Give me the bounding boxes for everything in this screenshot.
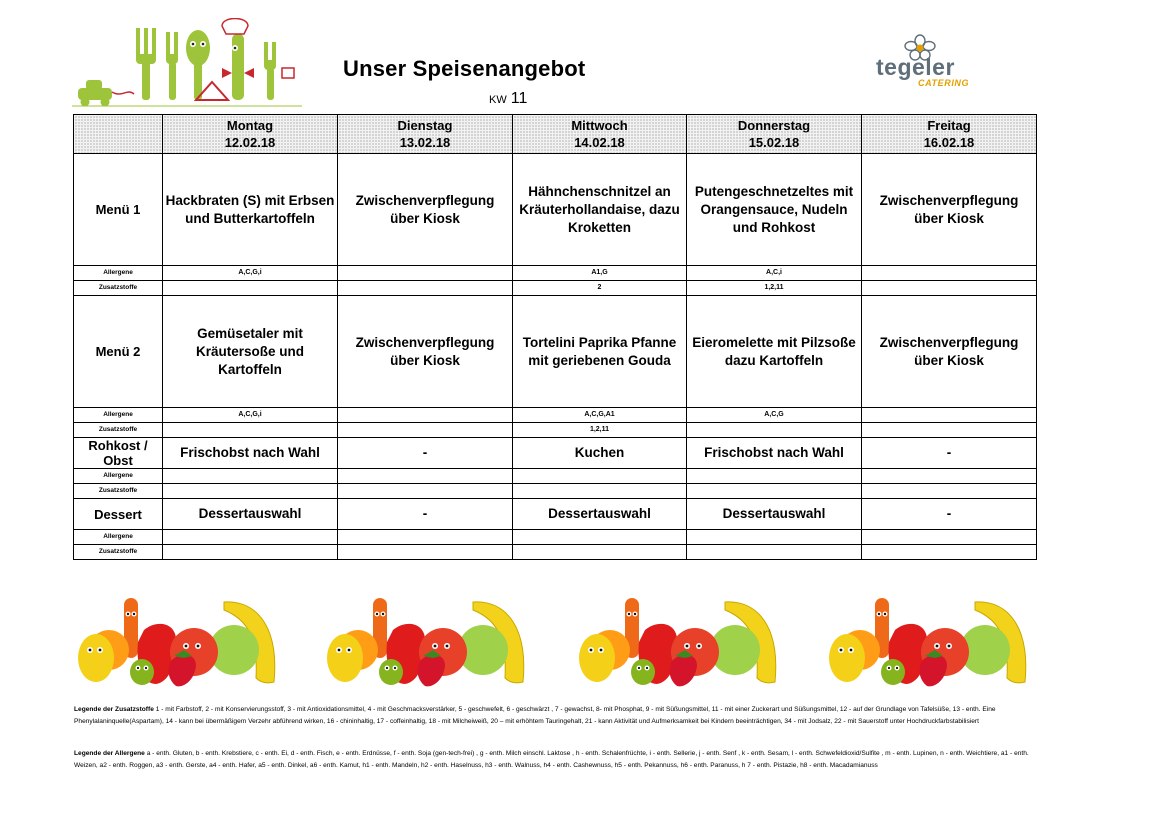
- allergene-cell: A,C,G,i: [163, 408, 338, 423]
- zusatzstoffe-cell: 1,2,11: [687, 281, 862, 296]
- allergene-cell: [338, 408, 513, 423]
- dish-cell: Putengeschnetzeltes mit Orangensauce, Nudeln und Rohkost: [687, 154, 862, 266]
- grape-icon: [130, 659, 154, 685]
- legend-allergen-text: a - enth. Gluten, b - enth. Krebstiere, c - enth. Ei, d - enth. Fisch, e - enth. Erdnüsse, f - enth. Soja (gen-tech-frei) , g - enth. Milch einschl. Laktose , h - enth. Schalenfrüchte, i - enth. Sellerie, j - enth. Senf , k - enth. Sesam, l - enth. Schwefeldioxid/Sulfite , m - enth. Lupinen, n - enth. Weichtiere, a1 - enth. Weizen, a2 - enth. Roggen, a3 - enth. Gerste, a4 - enth. Hafer, a5 - enth. Dinkel, a6 - enth. Kamut, h1 - enth. Mandeln, h2 - enth. Haselnuss, h3 - enth. Walnuss, h4 - enth. Cashewnuss, h5 - enth. Pekannuss, h6 - enth. Paranuss, h 7 - enth. Pistazie, h8 - enth. Macadamianuss: [74, 750, 1029, 769]
- allergene-row: [74, 266, 1037, 281]
- dish-cell: Tortelini Paprika Pfanne mit geriebenen Gouda: [513, 296, 687, 408]
- day-date: 16.02.18: [923, 135, 975, 150]
- day-header-donnerstag: [687, 115, 862, 154]
- allergene-cell: A,C,G,A1: [513, 408, 687, 423]
- zusatzstoffe-cell: [862, 484, 1037, 499]
- zusatzstoffe-cell: [513, 545, 687, 560]
- dish-cell: Dessertauswahl: [163, 499, 338, 530]
- allergene-cell: [862, 408, 1037, 423]
- dish-cell: Kuchen: [513, 438, 687, 469]
- legend-allergene: [74, 748, 1034, 771]
- legend-allergen-title: Legende der Allergene: [74, 750, 145, 757]
- page-title: Unser Speisenangebot: [343, 56, 586, 81]
- zusatzstoffe-cell: [163, 281, 338, 296]
- allergene-row: [74, 530, 1037, 545]
- allergene-cell: [163, 530, 338, 545]
- dish-cell: Zwischenverpflegung über Kiosk: [862, 296, 1037, 408]
- brand-subtitle: CATERING: [918, 78, 970, 88]
- lemon-icon: [78, 634, 114, 682]
- grape-icon: [631, 659, 655, 685]
- allergene-cell: A,C,G,i: [163, 266, 338, 281]
- dish-cell: -: [862, 499, 1037, 530]
- zusatzstoffe-row: [74, 484, 1037, 499]
- zusatzstoffe-cell: [163, 423, 338, 438]
- dish-cell: Eieromelette mit Pilzsoße dazu Kartoffeln: [687, 296, 862, 408]
- menu-row: [74, 154, 1037, 266]
- menu-row: [74, 296, 1037, 408]
- allergene-cell: [687, 469, 862, 484]
- corner-cell: [74, 115, 163, 154]
- day-name: Donnerstag: [737, 118, 811, 133]
- lemon-icon: [829, 634, 865, 682]
- allergene-row: [74, 469, 1037, 484]
- allergene-cell: A,C,G: [687, 408, 862, 423]
- zusatzstoffe-cell: [687, 545, 862, 560]
- dish-cell: Dessertauswahl: [513, 499, 687, 530]
- dish-cell: Hackbraten (S) mit Erbsen und Butterkartoffeln: [163, 154, 338, 266]
- zusatzstoffe-row: [74, 423, 1037, 438]
- menu-row: [74, 499, 1037, 530]
- menu-table: [73, 114, 1037, 560]
- day-date: 12.02.18: [224, 135, 276, 150]
- row-label: Menü 2: [74, 296, 163, 408]
- dish-cell: Zwischenverpflegung über Kiosk: [338, 296, 513, 408]
- dish-cell: -: [862, 438, 1037, 469]
- kw-label: KW: [489, 94, 507, 106]
- legend-zusatz-title: Legende der Zusatzstoffe: [74, 706, 154, 713]
- dish-cell: Gemüsetaler mit Kräutersoße und Kartoffeln: [163, 296, 338, 408]
- dish-cell: Hähnchenschnitzel an Kräuterhollandaise, dazu Kroketten: [513, 154, 687, 266]
- allergene-cell: [163, 469, 338, 484]
- zusatzstoffe-cell: [687, 484, 862, 499]
- allergene-cell: [687, 530, 862, 545]
- zusatzstoffe-cell: [338, 545, 513, 560]
- calendar-week: [489, 90, 527, 108]
- row-label: Menü 1: [74, 154, 163, 266]
- row-label: Dessert: [74, 499, 163, 530]
- zusatzstoffe-cell: [862, 423, 1037, 438]
- zusatzstoffe-label: Zusatzstoffe: [74, 545, 163, 560]
- allergene-cell: [338, 530, 513, 545]
- day-date: 14.02.18: [574, 135, 625, 150]
- day-date: 15.02.18: [748, 135, 800, 150]
- menu-row: [74, 438, 1037, 469]
- dish-cell: Zwischenverpflegung über Kiosk: [862, 154, 1037, 266]
- allergene-label: Allergene: [74, 266, 163, 281]
- legend-zusatzstoffe: [74, 704, 1034, 727]
- zusatzstoffe-label: Zusatzstoffe: [74, 484, 163, 499]
- dish-cell: Dessertauswahl: [687, 499, 862, 530]
- allergene-label: Allergene: [74, 530, 163, 545]
- grape-icon: [379, 659, 403, 685]
- lemon-icon: [579, 634, 615, 682]
- kw-number: 11: [510, 90, 528, 107]
- zusatzstoffe-cell: [862, 545, 1037, 560]
- dish-cell: Zwischenverpflegung über Kiosk: [338, 154, 513, 266]
- zusatzstoffe-label: Zusatzstoffe: [74, 423, 163, 438]
- day-header-montag: [163, 115, 338, 154]
- day-header-freitag: [862, 115, 1037, 154]
- zusatzstoffe-cell: [687, 423, 862, 438]
- zusatzstoffe-cell: [338, 484, 513, 499]
- fruit-illustration: [575, 590, 787, 690]
- fruit-illustration: [825, 590, 1037, 690]
- zusatzstoffe-row: [74, 545, 1037, 560]
- brand-name: tegeler: [876, 54, 955, 80]
- dish-cell: -: [338, 499, 513, 530]
- zusatzstoffe-cell: 1,2,11: [513, 423, 687, 438]
- grape-icon: [881, 659, 905, 685]
- allergene-label: Allergene: [74, 469, 163, 484]
- allergene-cell: [513, 469, 687, 484]
- dish-cell: -: [338, 438, 513, 469]
- legend-zusatz-text: 1 - mit Farbstoff, 2 - mit Konservierungsstoff, 3 - mit Antioxidationsmittel, 4 - mit Geschmacksverstärker, 5 - geschwefelt, 6 - geschwärzt , 7 - gewachst, 8- mit Phosphat, 9 - mit Süßungsmittel, 11 - mit einer Zuckerart und Süßungsmittel, 12 - auf der Grundlage von Tafelsüße, 13 - enth. Eine Phenylalaninquelle(Aspartam), 14 - kann bei übermäßigem Verzehr abführend wirken, 16 - chininhaltig, 17 - coffeinhaltig, 18 - mit Milcheiweiß, 20 – mit erhöhtem Tauringehalt, 21 - kann Aktivität und Aufmerksamkeit bei Kindern beeinträchtigen, 34 - mit Jodsalz, 22 - mit Sauerstoff unter Hochdruckfarbstabilisiert: [74, 706, 996, 725]
- day-name: Montag: [226, 118, 274, 133]
- zusatzstoffe-cell: [163, 545, 338, 560]
- fruit-illustration: [74, 590, 286, 690]
- row-label: Rohkost / Obst: [74, 438, 163, 469]
- allergene-cell: [862, 469, 1037, 484]
- allergene-cell: [513, 530, 687, 545]
- allergene-cell: A,C,i: [687, 266, 862, 281]
- zusatzstoffe-cell: [338, 423, 513, 438]
- zusatzstoffe-cell: [338, 281, 513, 296]
- zusatzstoffe-cell: 2: [513, 281, 687, 296]
- zusatzstoffe-row: [74, 281, 1037, 296]
- allergene-cell: A1,G: [513, 266, 687, 281]
- zusatzstoffe-cell: [513, 484, 687, 499]
- allergene-cell: [862, 530, 1037, 545]
- allergene-label: Allergene: [74, 408, 163, 423]
- allergene-cell: [862, 266, 1037, 281]
- day-date: 13.02.18: [399, 135, 451, 150]
- day-name: Dienstag: [397, 118, 453, 133]
- dish-cell: Frischobst nach Wahl: [687, 438, 862, 469]
- fruit-illustration: [323, 590, 535, 690]
- day-name: Freitag: [927, 118, 971, 133]
- tegeler-logo: [872, 34, 992, 90]
- zusatzstoffe-cell: [862, 281, 1037, 296]
- zusatzstoffe-cell: [163, 484, 338, 499]
- day-name: Mittwoch: [571, 118, 628, 133]
- zusatzstoffe-label: Zusatzstoffe: [74, 281, 163, 296]
- allergene-cell: [338, 469, 513, 484]
- table-header-row: [74, 115, 1037, 154]
- day-header-dienstag: [338, 115, 513, 154]
- cutlery-logo-icon: [72, 18, 302, 110]
- day-header-mittwoch: [513, 115, 687, 154]
- allergene-cell: [338, 266, 513, 281]
- lemon-icon: [327, 634, 363, 682]
- dish-cell: Frischobst nach Wahl: [163, 438, 338, 469]
- allergene-row: [74, 408, 1037, 423]
